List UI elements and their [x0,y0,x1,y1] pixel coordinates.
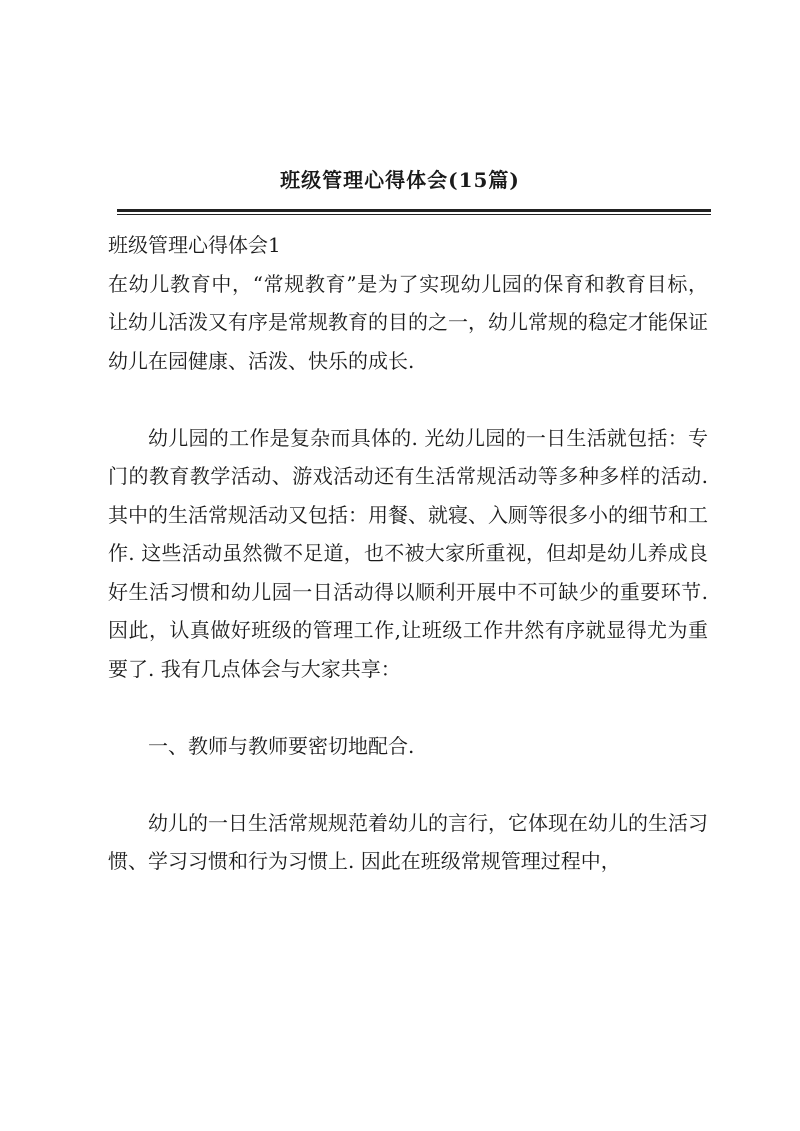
document-title: 班级管理心得体会(15篇) [280,168,520,192]
section-heading: 班级管理心得体会1 [108,233,281,257]
subheading-1: 一、教师与教师要密切地配合. [148,733,415,758]
title-divider [117,209,711,212]
paragraph-1: 在幼儿教育中，“常规教育”是为了实现幼儿园的保育和教育目标，让幼儿活泼又有序是常规教育的目的之一，幼儿常规的稳定才能保证幼儿在园健康、活泼、快乐的成长. [108,271,708,373]
paragraph-2: 幼儿园的工作是复杂而具体的. 光幼儿园的一日生活就包括：专门的教育教学活动、游戏活动还有生活常规活动等多种多样的活动. 其中的生活常规活动又包括：用餐、就寝、入厕等很多小的细节和工作. 这些活动虽然微不足道，也不被大家所重视，但却是幼儿养成良好生活习惯和幼儿园一日活动得以顺利开展中不可缺少的重要环节. 因此，认真做好班级的管理工作,让班级工作井然有序就显得尤为重要了. 我有几点体会与大家共享： [108,425,708,681]
paragraph-gap [108,688,708,727]
paragraph-gap [108,380,708,419]
document-body [108,226,708,881]
paragraph-3: 幼儿的一日生活常规规范着幼儿的言行，它体现在幼儿的生活习惯、学习习惯和行为习惯上. 因此在班级常规管理过程中， [108,810,708,873]
paragraph-gap [108,765,708,804]
